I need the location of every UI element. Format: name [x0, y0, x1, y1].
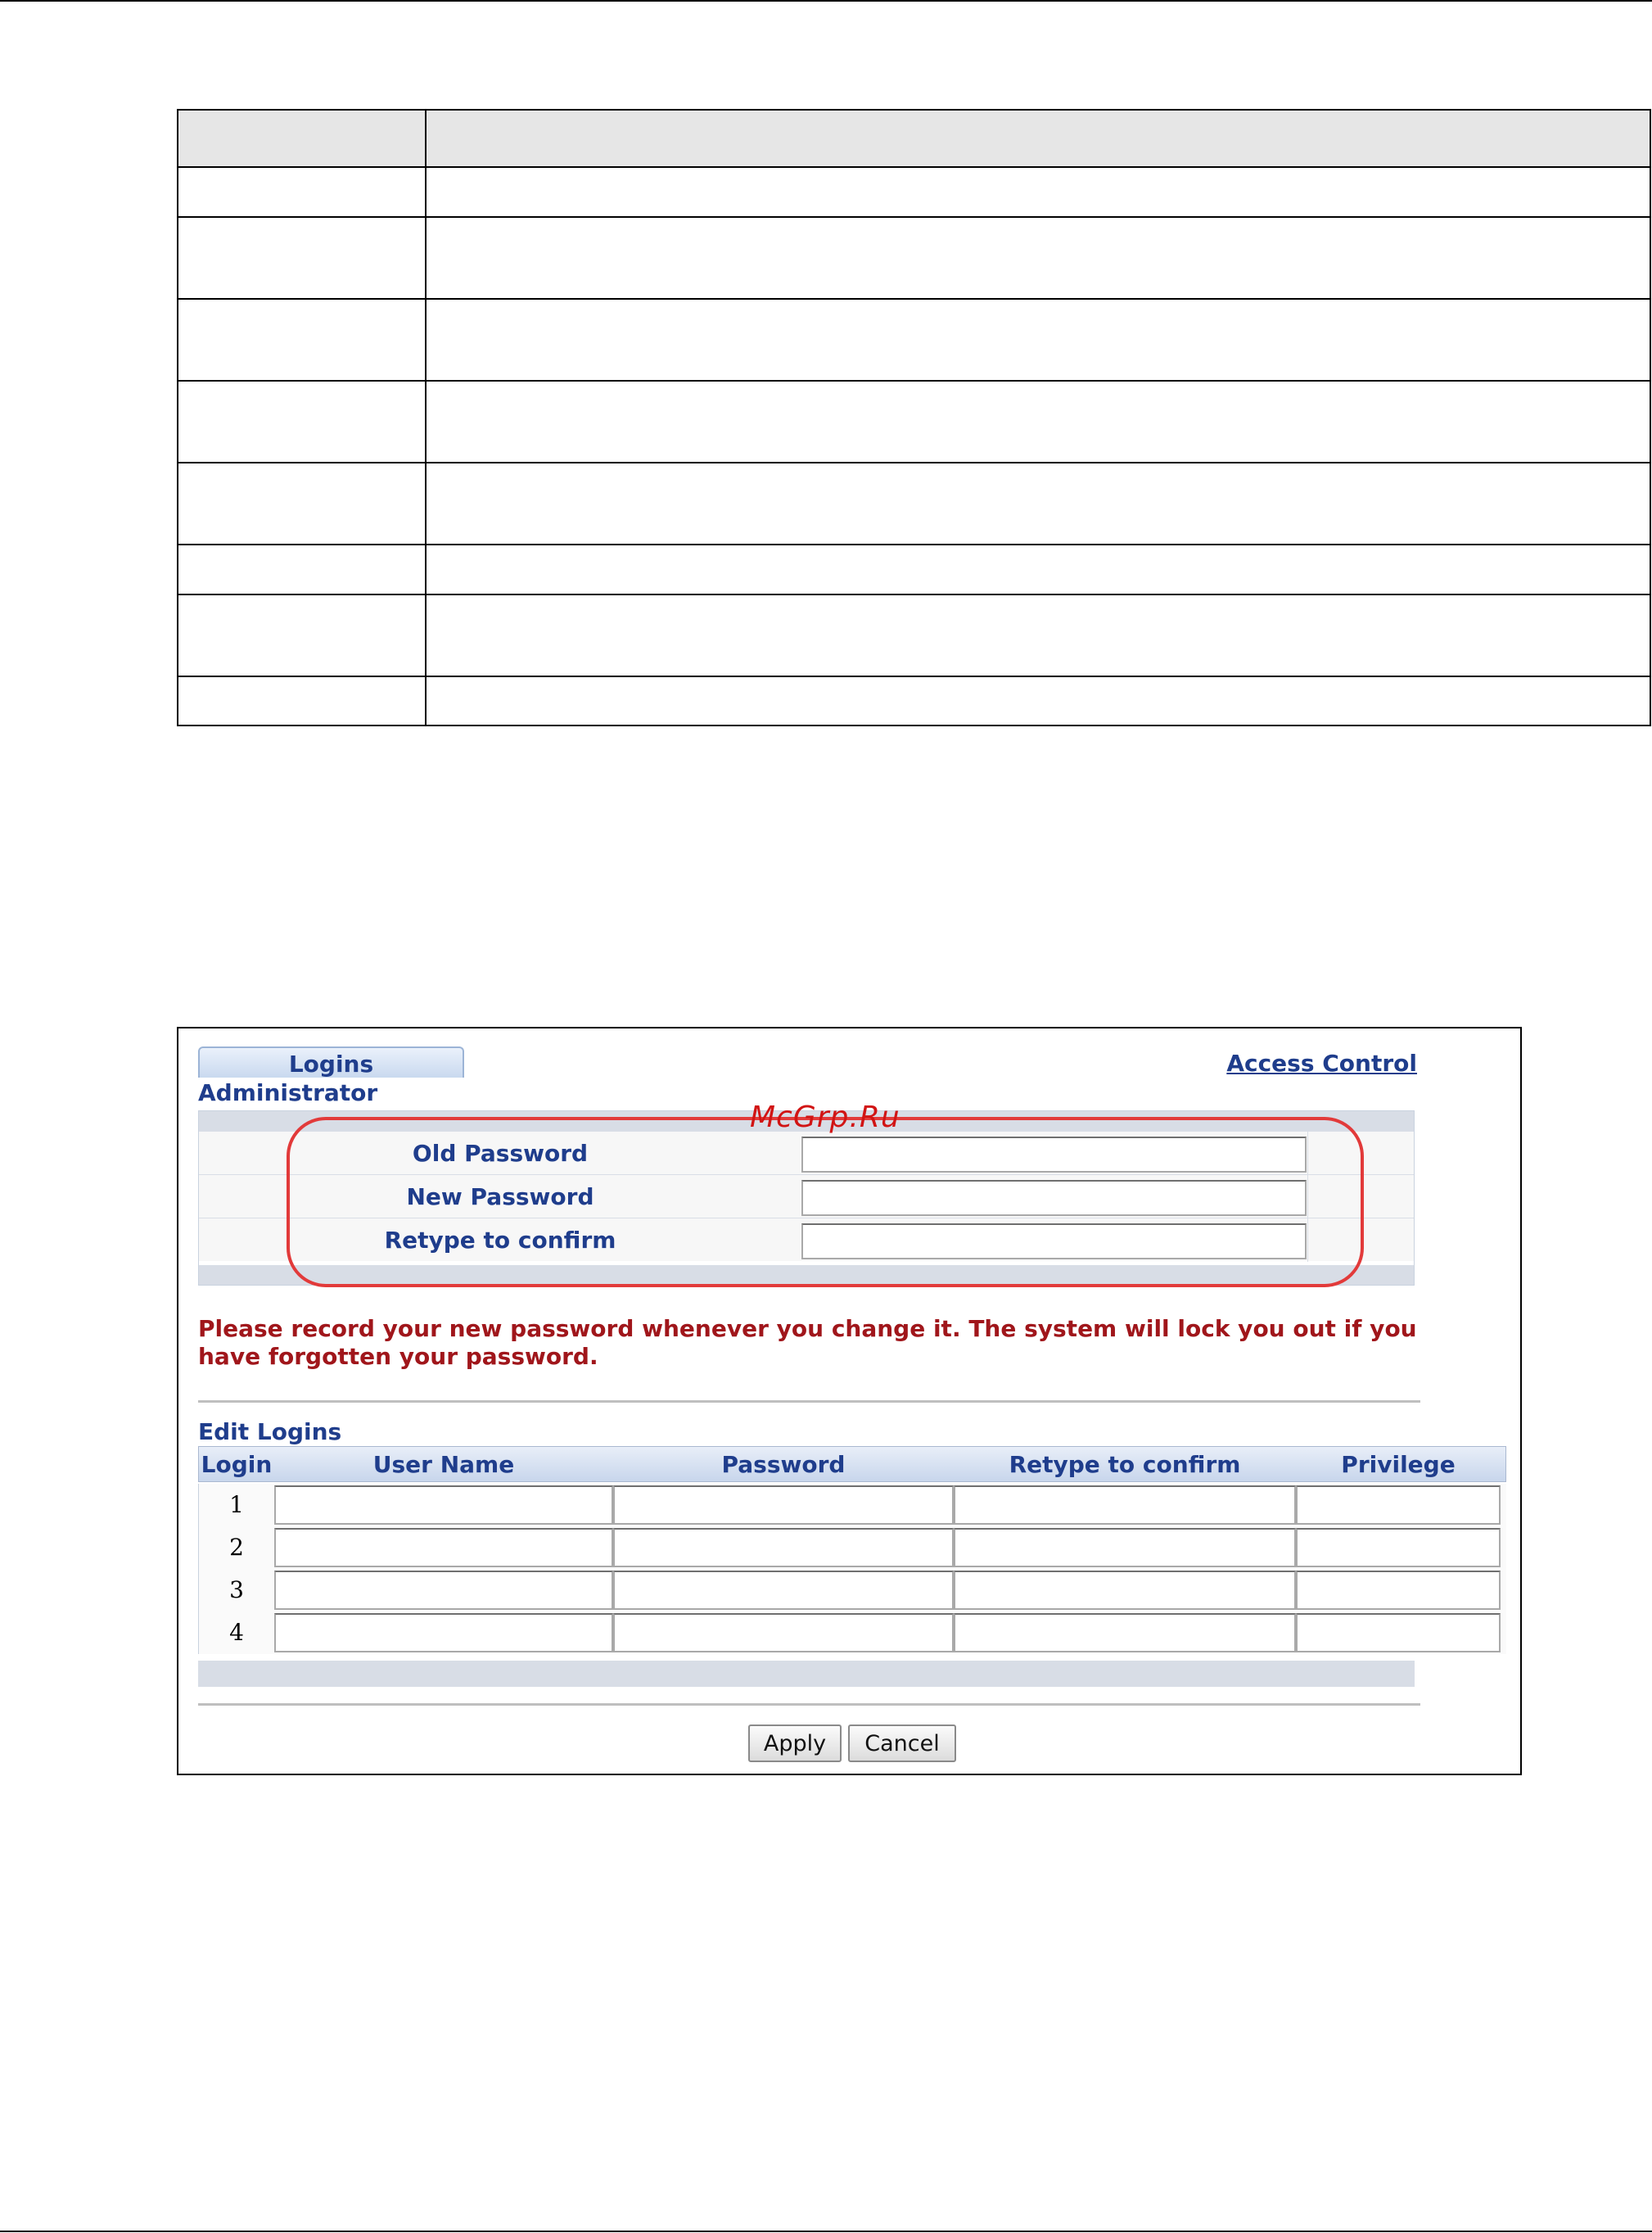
privilege-input[interactable] — [1296, 1613, 1501, 1652]
old-password-label: Old Password — [412, 1140, 589, 1167]
login-row — [198, 1484, 1506, 1526]
column-header-retype: Retype to confirm — [1009, 1451, 1241, 1478]
column-header-login: Login — [201, 1451, 273, 1478]
password-input[interactable] — [613, 1613, 954, 1652]
table-header-row — [178, 110, 1650, 167]
login-number: 4 — [229, 1619, 244, 1646]
cancel-button[interactable]: Cancel — [848, 1724, 956, 1762]
table-row — [178, 299, 1650, 381]
table-row — [178, 381, 1650, 463]
password-input[interactable] — [613, 1528, 954, 1567]
panel-footer-band — [199, 1265, 1414, 1285]
table-row — [178, 217, 1650, 299]
password-input[interactable] — [613, 1571, 954, 1610]
administrator-title: Administrator — [198, 1079, 378, 1106]
tab-logins[interactable]: Logins — [198, 1046, 464, 1078]
table-row — [178, 463, 1650, 545]
login-row — [198, 1526, 1506, 1569]
logins-screenshot — [177, 1027, 1522, 1775]
new-password-input[interactable] — [801, 1180, 1307, 1216]
column-header-privilege: Privilege — [1341, 1451, 1456, 1478]
retype-confirm-input[interactable] — [801, 1223, 1307, 1259]
privilege-input[interactable] — [1296, 1528, 1501, 1567]
column-header-user-name: User Name — [372, 1451, 515, 1478]
retype-confirm-label: Retype to confirm — [384, 1227, 616, 1254]
divider — [198, 1703, 1420, 1706]
login-number: 3 — [229, 1576, 244, 1603]
table-row — [178, 594, 1650, 676]
column-header-password: Password — [721, 1451, 846, 1478]
administrator-panel — [198, 1110, 1415, 1286]
table-row — [178, 167, 1650, 217]
privilege-input[interactable] — [1296, 1485, 1501, 1525]
edit-logins-header — [198, 1446, 1506, 1482]
login-number: 1 — [229, 1491, 244, 1518]
retype-input[interactable] — [954, 1485, 1296, 1525]
privilege-input[interactable] — [1296, 1571, 1501, 1610]
new-password-row — [199, 1174, 1414, 1218]
user-name-input[interactable] — [274, 1571, 613, 1610]
table-row — [178, 545, 1650, 594]
login-number: 2 — [229, 1534, 244, 1561]
user-name-input[interactable] — [274, 1528, 613, 1567]
password-warning: Please record your new password whenever you change it. The system will lock you out if you have forgotten your password. — [198, 1315, 1417, 1370]
edit-logins-footer-band — [198, 1661, 1415, 1687]
old-password-row — [199, 1131, 1414, 1174]
retype-input[interactable] — [954, 1571, 1296, 1610]
retype-input[interactable] — [954, 1528, 1296, 1567]
retype-confirm-row — [199, 1218, 1414, 1261]
top-rule — [0, 0, 1652, 2]
watermark-text: McGrp.Ru — [750, 1101, 900, 1134]
password-input[interactable] — [613, 1485, 954, 1525]
apply-button[interactable]: Apply — [748, 1724, 842, 1762]
login-row — [198, 1569, 1506, 1611]
user-name-input[interactable] — [274, 1485, 613, 1525]
retype-input[interactable] — [954, 1613, 1296, 1652]
new-password-label: New Password — [406, 1183, 594, 1210]
table-row — [178, 676, 1650, 725]
login-row — [198, 1611, 1506, 1654]
user-name-input[interactable] — [274, 1613, 613, 1652]
access-control-link[interactable]: Access Control — [1226, 1050, 1417, 1077]
description-table — [177, 109, 1651, 726]
edit-logins-title: Edit Logins — [198, 1418, 342, 1445]
bottom-rule — [0, 2231, 1652, 2232]
old-password-input[interactable] — [801, 1137, 1307, 1173]
divider — [198, 1400, 1420, 1403]
